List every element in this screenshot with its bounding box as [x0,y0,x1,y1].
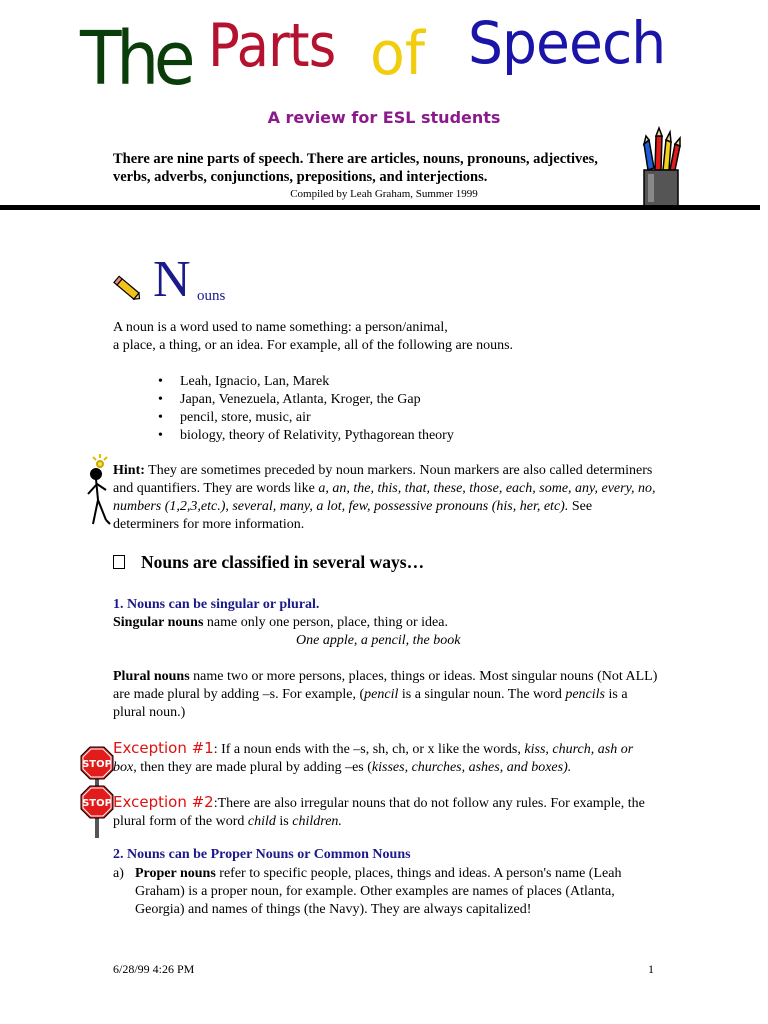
classified-heading-text: Nouns are classified in several ways… [141,552,425,572]
exception-2-italic-2: children. [292,814,342,829]
exception-2-italic-1: child [247,814,276,829]
exception-2-paragraph [113,793,658,831]
title-of: of [370,19,425,89]
plural-italic-1: pencil [364,687,399,702]
footer-date: 6/28/99 4:26 PM [113,962,195,976]
exception-2-label: Exception #2 [113,793,214,811]
stop-sign-label: STOP [82,759,112,770]
section-1-heading: 1. Nouns can be singular or plural. [113,597,320,612]
list-item: • Japan, Venezuela, Atlanta, Kroger, the Gap [158,391,454,409]
hint-text-2: See determiners for more information. [113,499,593,532]
proper-nouns-body [113,865,658,919]
definition-line-1: A noun is a word used to name something: a person/animal, [113,320,448,335]
title-parts: Parts [208,11,336,81]
title-the: The [80,16,191,102]
proper-nouns-paragraph [113,865,658,919]
compiled-by: Compiled by Leah Graham, Summer 1999 [290,188,478,200]
nouns-rest: ouns [197,288,226,304]
hint-examples: a, an, the, this, that, these, those, each, some, any, every, no, numbers (1,2,3,etc.), several, many, a lot, few, possessive pronouns (his, her, etc). [113,481,656,514]
section-2-heading: 2. Nouns can be Proper Nouns or Common Nouns [113,847,411,862]
example-list [158,373,454,445]
plural-text-2: is a singular noun. The word [398,687,566,702]
hint-text-1: They are sometimes preceded by noun markers. Noun markers are also called determiners and quantifiers. They are words like [113,463,653,496]
page-title [80,9,700,104]
singular-example: One apple, a pencil, the book [296,633,461,648]
stick-figure-icon [86,454,114,528]
singular-paragraph [113,614,658,650]
pencil-cup-icon [640,126,684,210]
checkbox-bullet-icon [113,555,125,569]
proper-nouns-label: Proper nouns [135,866,216,881]
definition [113,319,658,355]
exception-1-paragraph [113,739,658,777]
title-speech: Speech [468,9,666,77]
singular-text: name only one person, place, thing or idea. [203,615,448,630]
stop-sign-label: STOP [82,798,112,809]
page-number: 1 [648,962,654,976]
pencil-icon [113,274,143,304]
plural-label: Plural nouns [113,669,190,684]
subtitle: A review for ESL students [267,108,501,127]
exception-1-text-2: , then they are made plural by adding –es ( [133,760,372,775]
plural-text-1: name two or more persons, places, things or ideas. Most singular nouns (Not ALL) are made plural by adding –s. For example, ( [113,669,658,702]
definition-line-2: a place, a thing, or an idea. For example, all of the following are nouns. [113,338,514,353]
exception-1-italic-2: kisses, churches, ashes, and boxes). [371,760,572,775]
header-divider [0,205,760,210]
stop-sign-icon [80,746,114,838]
plural-text-3: is a plural noun.) [113,687,628,720]
singular-label: Singular nouns [113,615,204,630]
list-item: • Leah, Ignacio, Lan, Marek [158,373,454,391]
list-item: • pencil, store, music, air [158,409,454,427]
plural-paragraph [113,668,658,722]
list-marker: a) [113,866,124,881]
exception-2-text-1: :There are also irregular nouns that do not follow any rules. For example, the plural form of the word [113,796,645,829]
exception-1-italic-1: kiss, church, ash or box [113,742,634,775]
proper-nouns-text: refer to specific people, places, things and ideas. A person's name (Leah Graham) is a proper noun, for example. Other examples are names of places (Atlanta, Georgia) and names of things (the Navy). They are always capitalized! [135,866,622,917]
hint-paragraph [113,462,658,534]
hint-label: Hint: [113,463,145,478]
exception-1-text-1: : If a noun ends with the –s, sh, ch, or x like the words, [213,742,525,757]
exception-1-label: Exception #1 [113,739,214,757]
exception-2-text-2: is [275,814,293,829]
list-item: • biology, theory of Relativity, Pythagorean theory [158,427,454,445]
plural-italic-2: pencils [565,687,605,702]
nouns-initial: N [153,251,191,308]
classified-heading [113,552,424,573]
intro-paragraph: There are nine parts of speech. There are articles, nouns, pronouns, adjectives, verbs, adverbs, conjunctions, prepositions, and interjections. [113,151,598,185]
